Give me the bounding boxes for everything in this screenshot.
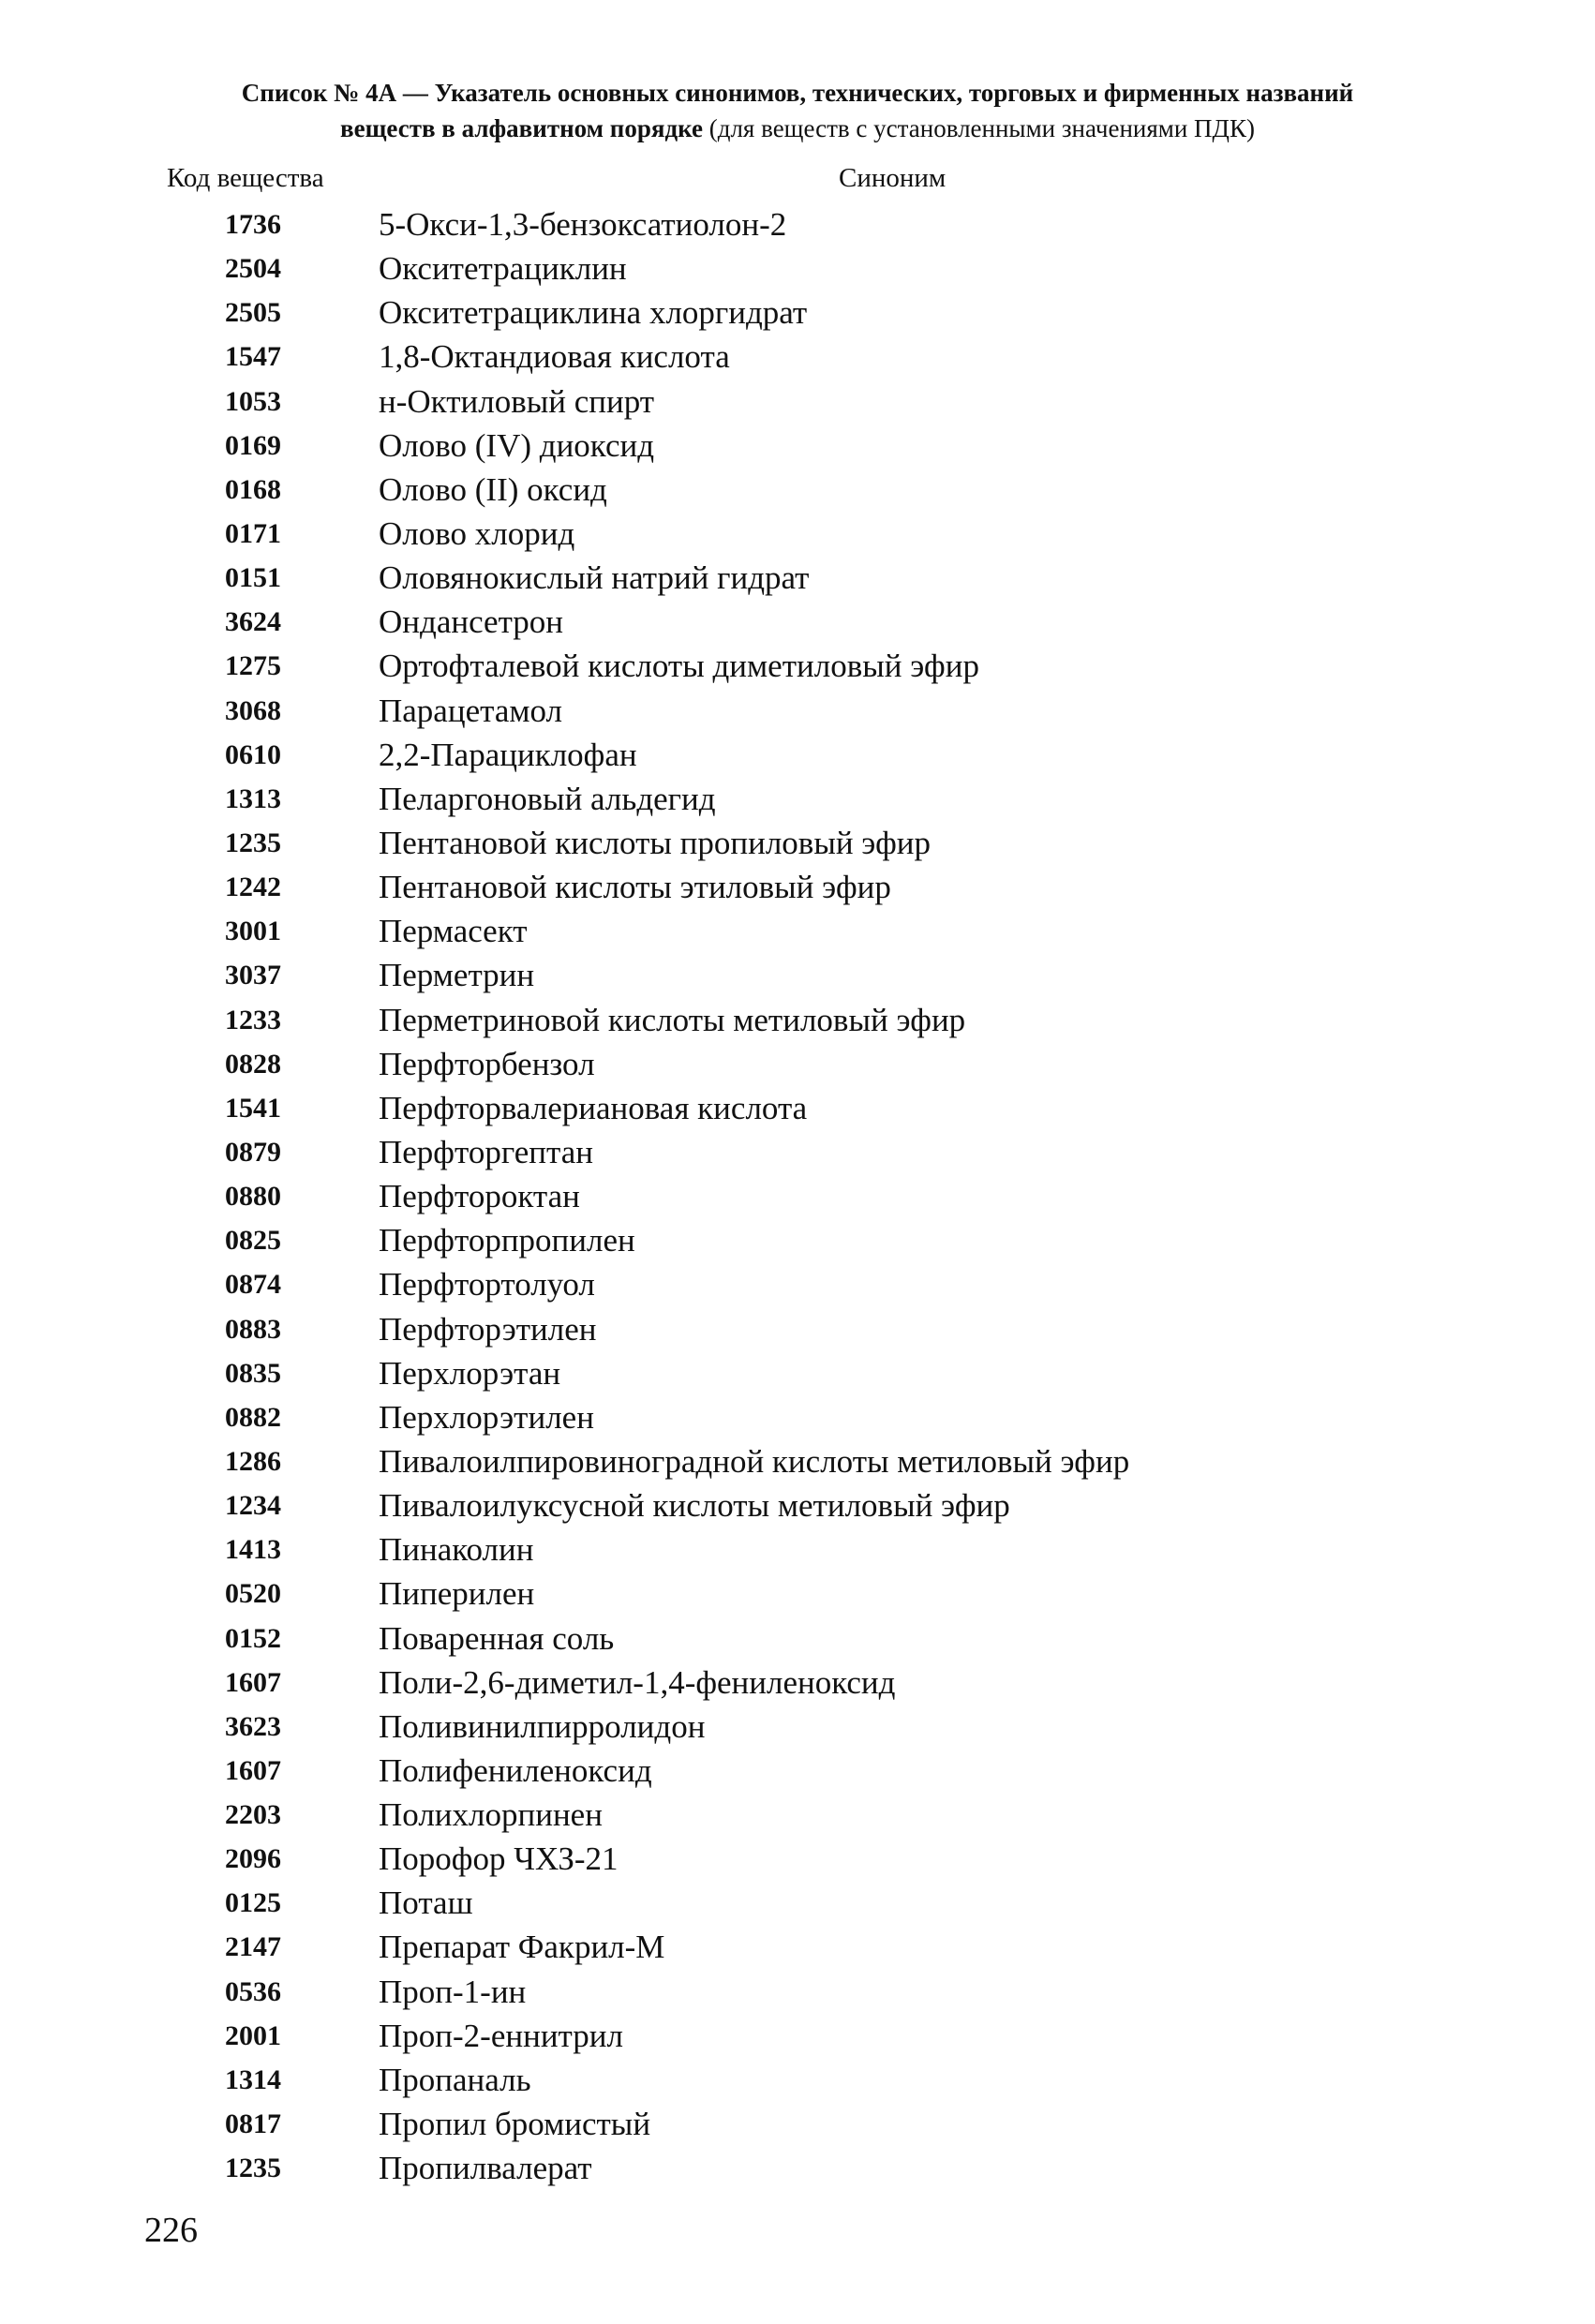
list-item xyxy=(0,1527,1595,1572)
list-item xyxy=(0,1483,1595,1527)
substance-code: 0169 xyxy=(225,429,281,461)
substance-code: 1413 xyxy=(225,1534,281,1566)
substance-code: 1235 xyxy=(225,2153,281,2184)
synonym-name: Порофор ЧХЗ-21 xyxy=(379,1840,619,1878)
synonym-name: Пинаколин xyxy=(379,1531,534,1569)
substance-code: 1541 xyxy=(225,1092,281,1124)
list-item xyxy=(0,380,1595,424)
synonym-name: Парацетамол xyxy=(379,692,563,729)
substance-code: 0882 xyxy=(225,1401,281,1433)
substance-code: 3037 xyxy=(225,960,281,991)
synonym-name: Перметрин xyxy=(379,957,535,994)
synonym-name: Поливинилпирролидон xyxy=(379,1707,706,1745)
synonym-name: Проп-1-ин xyxy=(379,1973,527,2010)
synonym-name: Поташ xyxy=(379,1885,473,1922)
list-item xyxy=(0,909,1595,953)
list-item xyxy=(0,777,1595,821)
list-item xyxy=(0,1042,1595,1086)
list-item xyxy=(0,424,1595,468)
list-item xyxy=(0,202,1595,246)
list-item xyxy=(0,335,1595,379)
synonym-name: Пропаналь xyxy=(379,2061,531,2098)
substance-code: 1547 xyxy=(225,341,281,373)
list-item xyxy=(0,998,1595,1042)
synonym-name: Перфторэтилен xyxy=(379,1310,597,1348)
substance-code: 2505 xyxy=(225,297,281,329)
list-item xyxy=(0,1705,1595,1749)
list-item xyxy=(0,1749,1595,1793)
list-item xyxy=(0,1881,1595,1925)
list-item xyxy=(0,1307,1595,1351)
page-title xyxy=(122,75,1473,146)
substance-code: 1233 xyxy=(225,1004,281,1035)
list-item xyxy=(0,1130,1595,1174)
substance-code: 0817 xyxy=(225,2108,281,2140)
list-item xyxy=(0,1351,1595,1395)
substance-code: 1234 xyxy=(225,1490,281,1522)
substance-code: 2147 xyxy=(225,1931,281,1963)
substance-code: 0874 xyxy=(225,1269,281,1301)
list-item xyxy=(0,1970,1595,2014)
list-item xyxy=(0,733,1595,777)
synonym-name: Пиперилен xyxy=(379,1575,535,1613)
list-item xyxy=(0,2102,1595,2146)
synonym-name: Пропил бромистый xyxy=(379,2106,651,2143)
synonym-name: Перхлорэтилен xyxy=(379,1398,594,1436)
synonym-name: Пеларгоновый альдегид xyxy=(379,780,716,817)
synonym-name: Олово (II) оксид xyxy=(379,470,607,508)
substance-code: 3001 xyxy=(225,916,281,947)
substance-code: 0168 xyxy=(225,473,281,505)
column-header-code: Код вещества xyxy=(167,163,324,193)
list-item xyxy=(0,865,1595,909)
substance-code: 0125 xyxy=(225,1887,281,1919)
list-item xyxy=(0,1572,1595,1616)
list-item xyxy=(0,1086,1595,1130)
list-item xyxy=(0,1439,1595,1483)
list-item xyxy=(0,512,1595,556)
substance-code: 1275 xyxy=(225,650,281,682)
substance-code: 0610 xyxy=(225,738,281,770)
list-item xyxy=(0,1793,1595,1837)
list-item xyxy=(0,2058,1595,2102)
synonym-name: Проп-2-еннитрил xyxy=(379,2017,623,2054)
synonym-name: Полифениленоксид xyxy=(379,1751,652,1789)
list-item xyxy=(0,1616,1595,1661)
synonym-name: Полихлорпинен xyxy=(379,1796,603,1834)
substance-code: 1736 xyxy=(225,209,281,240)
synonym-name: Пентановой кислоты пропиловый эфир xyxy=(379,824,932,861)
substance-code: 0835 xyxy=(225,1357,281,1389)
list-item xyxy=(0,953,1595,997)
substance-code: 1286 xyxy=(225,1445,281,1477)
list-item xyxy=(0,644,1595,688)
synonym-name: Пропилвалерат xyxy=(379,2150,592,2187)
substance-code: 3068 xyxy=(225,694,281,726)
substance-code: 0825 xyxy=(225,1225,281,1257)
synonym-name: Окситетрациклин xyxy=(379,250,627,288)
title-line-2 xyxy=(122,111,1473,146)
synonym-name: 5-Окси-1,3-бензоксатиолон-2 xyxy=(379,206,787,243)
substance-code: 0880 xyxy=(225,1181,281,1213)
list-item xyxy=(0,468,1595,512)
synonym-name: Ондансетрон xyxy=(379,603,564,641)
page-number: 226 xyxy=(144,2211,198,2250)
list-item xyxy=(0,1925,1595,1969)
synonym-name: Перфторвалериановая кислота xyxy=(379,1089,808,1126)
substance-code: 3623 xyxy=(225,1710,281,1742)
synonym-list xyxy=(0,202,1595,2190)
substance-code: 0828 xyxy=(225,1048,281,1080)
substance-code: 0520 xyxy=(225,1578,281,1610)
list-item xyxy=(0,1661,1595,1705)
substance-code: 1313 xyxy=(225,782,281,814)
synonym-name: 1,8-Октандиовая кислота xyxy=(379,338,730,376)
list-item xyxy=(0,246,1595,290)
substance-code: 1242 xyxy=(225,872,281,903)
substance-code: 1053 xyxy=(225,385,281,417)
list-item xyxy=(0,821,1595,865)
synonym-name: Окситетрациклина хлоргидрат xyxy=(379,294,808,332)
synonym-name: Перметриновой кислоты метиловый эфир xyxy=(379,1001,966,1038)
substance-code: 0879 xyxy=(225,1136,281,1168)
substance-code: 0171 xyxy=(225,517,281,549)
synonym-name: Оловянокислый натрий гидрат xyxy=(379,559,810,597)
substance-code: 0151 xyxy=(225,562,281,594)
substance-code: 0536 xyxy=(225,1975,281,2007)
synonym-name: Поли-2,6-диметил-1,4-фениленоксид xyxy=(379,1663,896,1701)
list-item xyxy=(0,689,1595,733)
list-item xyxy=(0,1218,1595,1262)
synonym-name: Пермасект xyxy=(379,913,528,950)
synonym-name: н-Октиловый спирт xyxy=(379,382,655,420)
substance-code: 0152 xyxy=(225,1622,281,1654)
title-line-2-bold: веществ в алфавитном порядке xyxy=(340,114,703,142)
synonym-name: Ортофталевой кислоты диметиловый эфир xyxy=(379,648,979,685)
synonym-name: Перфтортолуол xyxy=(379,1266,595,1304)
substance-code: 0883 xyxy=(225,1313,281,1345)
synonym-name: Поваренная соль xyxy=(379,1619,615,1657)
synonym-name: Препарат Факрил-М xyxy=(379,1929,665,1966)
synonym-name: 2,2-Парациклофан xyxy=(379,736,637,773)
list-item xyxy=(0,2014,1595,2058)
substance-code: 1607 xyxy=(225,1754,281,1786)
substance-code: 1314 xyxy=(225,2063,281,2095)
substance-code: 2504 xyxy=(225,253,281,285)
list-item xyxy=(0,290,1595,335)
synonym-name: Пентановой кислоты этиловый эфир xyxy=(379,869,891,906)
synonym-name: Перфторбензол xyxy=(379,1045,595,1082)
list-item xyxy=(0,1395,1595,1439)
substance-code: 3624 xyxy=(225,606,281,638)
list-item xyxy=(0,1837,1595,1881)
synonym-name: Перфтороктан xyxy=(379,1178,580,1215)
synonym-name: Перхлорэтан xyxy=(379,1354,561,1392)
list-item xyxy=(0,556,1595,600)
substance-code: 1235 xyxy=(225,827,281,858)
list-item xyxy=(0,600,1595,644)
list-item xyxy=(0,1262,1595,1306)
title-line-2-rest: (для веществ с установленными значениями ПДК) xyxy=(702,114,1255,142)
synonym-name: Олово (IV) диоксид xyxy=(379,426,655,464)
column-header-synonym: Синоним xyxy=(839,163,947,193)
synonym-name: Пивалоилуксусной кислоты метиловый эфир xyxy=(379,1487,1010,1525)
substance-code: 1607 xyxy=(225,1666,281,1698)
title-line-1: Список № 4А — Указатель основных синонимов, технических, торговых и фирменных названий xyxy=(241,79,1354,107)
list-item xyxy=(0,1174,1595,1218)
synonym-name: Пивалоилпировиноградной кислоты метиловый эфир xyxy=(379,1442,1130,1480)
substance-code: 2203 xyxy=(225,1799,281,1831)
synonym-name: Перфторгептан xyxy=(379,1133,593,1170)
synonym-name: Олово хлорид xyxy=(379,514,575,552)
substance-code: 2001 xyxy=(225,2019,281,2051)
substance-code: 2096 xyxy=(225,1843,281,1875)
list-item xyxy=(0,2146,1595,2190)
synonym-name: Перфторпропилен xyxy=(379,1222,635,1259)
